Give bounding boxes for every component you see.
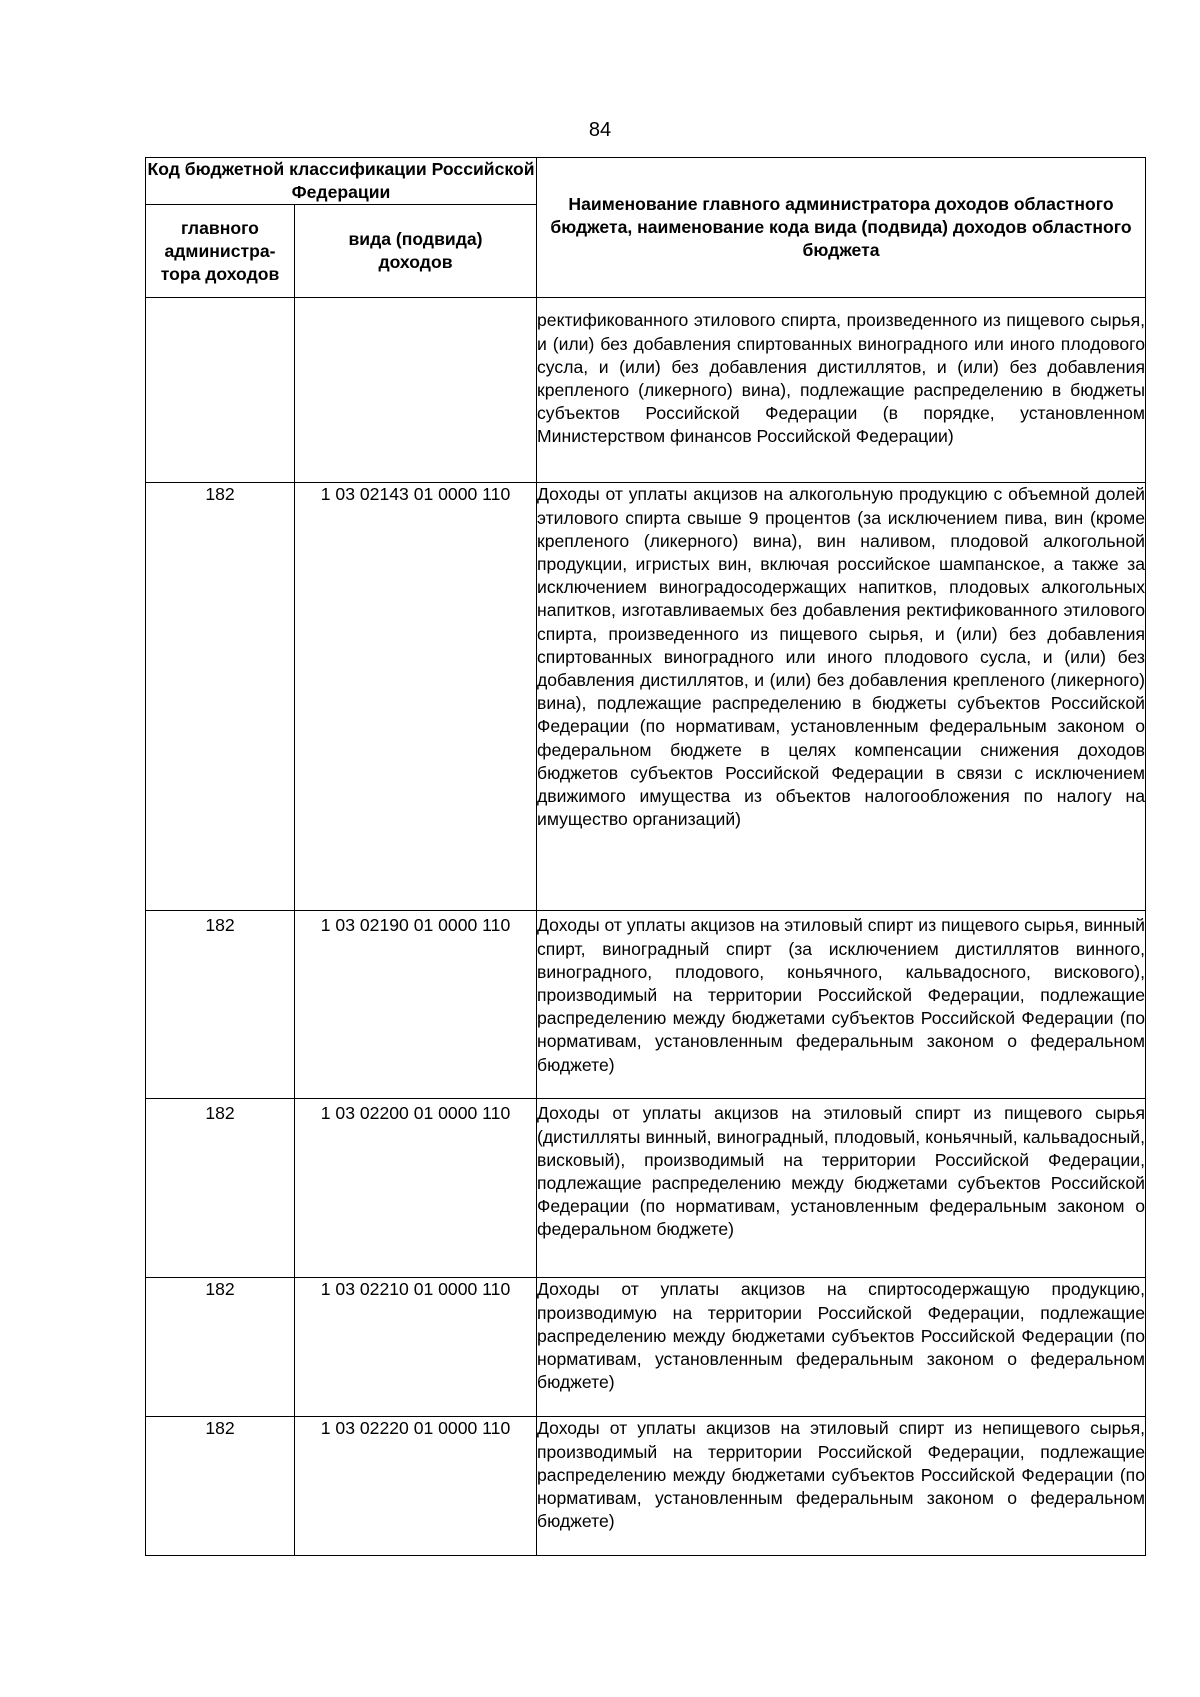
- income-name-cell: Доходы от уплаты акцизов на этиловый спирт из пищевого сырья, винный спирт, виноградный спирт (за исключением дистиллятов винного, виноградного, плодового, коньячного, кальвадосного, вискового), производимый на территории Российской Федерации, подлежащие распределению между бюджетами субъектов Российской Федерации (по нормативам, установленным федеральным законом о федеральном бюджете): [537, 911, 1146, 1099]
- header-main-administrator: главного администра-тора доходов: [146, 205, 295, 298]
- page-number: 84: [588, 119, 612, 141]
- admin-code-cell: 182: [146, 1417, 295, 1556]
- header-income-type-code: вида (подвида) доходов: [295, 205, 537, 298]
- income-name-cell: Доходы от уплаты акцизов на алкогольную продукцию с объемной долей этилового спирта свыше 9 процентов (за исключением пива, вин (кроме крепленого (ликерного) вина), вин наливом, плодовой алкогольной продукции, игристых вин, включая российское шампанское, а также за исключением виноградосодержащих напитков, плодовых алкогольных напитков, изготавливаемых без добавления ректификованного этилового спирта, произведенного из пищевого сырья, и (или) без добавления спиртованных виноградного или иного плодового сусла, и (или) без добавления дистиллятов, и (или) без добавления крепленого (ликерного) вина), подлежащие распределению в бюджеты субъектов Российской Федерации (по нормативам, установленным федеральным законом о федеральном бюджете в целях компенсации снижения доходов бюджетов субъектов Российской Федерации в связи с исключением движимого имущества из объектов налогообложения по налогу на имущество организаций): [537, 483, 1146, 911]
- admin-code-cell: 182: [146, 1099, 295, 1278]
- admin-code-cell: [146, 298, 295, 483]
- admin-code-cell: 182: [146, 483, 295, 911]
- income-code-cell: 1 03 02190 01 0000 110: [295, 911, 537, 1099]
- table-row: [146, 1278, 1146, 1417]
- income-code-cell: 1 03 02143 01 0000 110: [295, 483, 537, 911]
- income-name-cell: Доходы от уплаты акцизов на этиловый спирт из пищевого сырья (дистилляты винный, виноградный, плодовый, коньячный, кальвадосный, висковый), производимый на территории Российской Федерации, подлежащие распределению между бюджетами субъектов Российской Федерации (по нормативам, установленным федеральным законом о федеральном бюджете): [537, 1099, 1146, 1278]
- income-code-cell: 1 03 02220 01 0000 110: [295, 1417, 537, 1556]
- table-row: [146, 911, 1146, 1099]
- income-code-cell: 1 03 02210 01 0000 110: [295, 1278, 537, 1417]
- table-row: [146, 1417, 1146, 1556]
- table-row: [146, 1099, 1146, 1278]
- income-name-cell: ректификованного этилового спирта, произведенного из пищевого сырья, и (или) без добавления спиртованных виноградного или иного плодового сусла, и (или) без добавления дистиллятов, и (или) без добавления крепленого (ликерного) вина), подлежащие распределению в бюджеты субъектов Российской Федерации (в порядке, установленном Министерством финансов Российской Федерации): [537, 298, 1146, 483]
- header-income-name: Наименование главного администратора доходов областного бюджета, наименование кода вида (подвида) доходов областного бюджета: [537, 158, 1146, 298]
- header-code-group: Код бюджетной классификации Российской Федерации: [146, 158, 537, 205]
- budget-classification-table: [145, 157, 1146, 1556]
- income-name-cell: Доходы от уплаты акцизов на спиртосодержащую продукцию, производимую на территории Российской Федерации, подлежащие распределению между бюджетами субъектов Российской Федерации (по нормативам, установленным федеральным законом о федеральном бюджете): [537, 1278, 1146, 1417]
- table-row: [146, 298, 1146, 483]
- income-name-cell: Доходы от уплаты акцизов на этиловый спирт из непищевого сырья, производимый на территории Российской Федерации, подлежащие распределению между бюджетами субъектов Российской Федерации (по нормативам, установленным федеральным законом о федеральном бюджете): [537, 1417, 1146, 1556]
- admin-code-cell: 182: [146, 1278, 295, 1417]
- income-code-cell: 1 03 02200 01 0000 110: [295, 1099, 537, 1278]
- admin-code-cell: 182: [146, 911, 295, 1099]
- income-code-cell: [295, 298, 537, 483]
- table-row: [146, 483, 1146, 911]
